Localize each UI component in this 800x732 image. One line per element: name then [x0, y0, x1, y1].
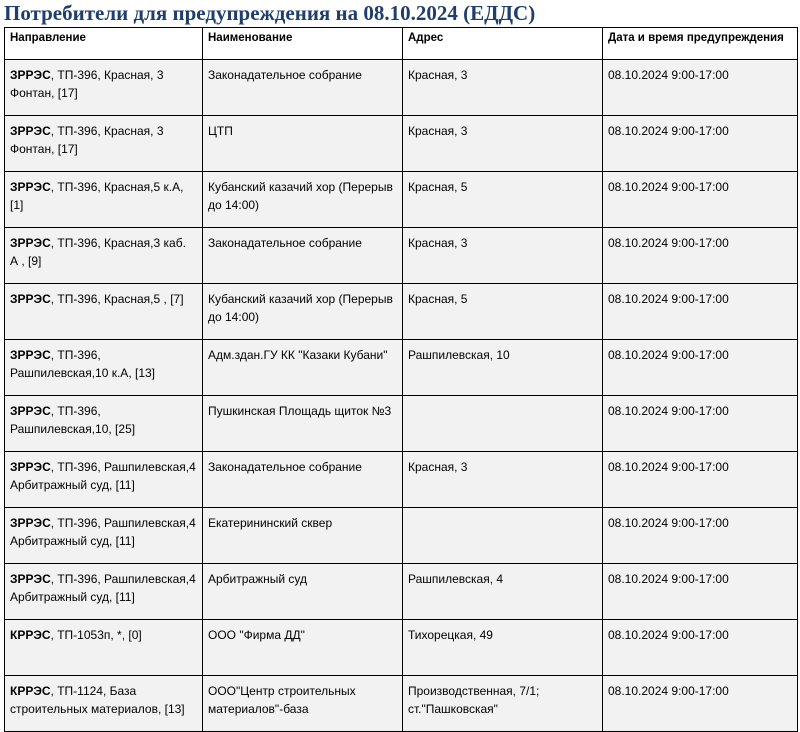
cell-direction [5, 396, 203, 452]
cell-direction [5, 116, 203, 172]
cell-datetime: 08.10.2024 9:00-17:00 [603, 396, 798, 452]
cell-direction [5, 340, 203, 396]
cell-address [403, 396, 603, 452]
cell-datetime: 08.10.2024 9:00-17:00 [603, 284, 798, 340]
consumers-table [4, 27, 798, 732]
direction-text: , ТП-396, Рашпилевская,4 Арбитражный суд, [11] [10, 516, 196, 548]
cell-direction [5, 228, 203, 284]
cell-datetime: 08.10.2024 9:00-17:00 [603, 452, 798, 508]
cell-datetime: 08.10.2024 9:00-17:00 [603, 676, 798, 732]
direction-text: , ТП-396, Рашпилевская,4 Арбитражный суд, [11] [10, 460, 196, 492]
table-row [5, 508, 798, 564]
table-row [5, 676, 798, 732]
cell-name: Арбитражный суд [203, 564, 403, 620]
cell-datetime: 08.10.2024 9:00-17:00 [603, 340, 798, 396]
cell-direction [5, 172, 203, 228]
department-code: ЗРРЭС [10, 124, 51, 138]
direction-text: , ТП-396, Красная, 3 Фонтан, [17] [10, 68, 164, 100]
cell-datetime: 08.10.2024 9:00-17:00 [603, 60, 798, 116]
cell-address: Тихорецкая, 49 [403, 620, 603, 676]
department-code: ЗРРЭС [10, 572, 51, 586]
cell-address: Рашпилевская, 4 [403, 564, 603, 620]
table-row [5, 340, 798, 396]
cell-name: Пушкинская Площадь щиток №3 [203, 396, 403, 452]
department-code: ЗРРЭС [10, 348, 51, 362]
cell-direction [5, 676, 203, 732]
direction-text: , ТП-396, Рашпилевская,4 Арбитражный суд, [11] [10, 572, 196, 604]
cell-datetime: 08.10.2024 9:00-17:00 [603, 508, 798, 564]
department-code: ЗРРЭС [10, 460, 51, 474]
cell-direction [5, 60, 203, 116]
department-code: ЗРРЭС [10, 292, 51, 306]
header-name: Наименование [203, 28, 403, 60]
table-row [5, 620, 798, 676]
cell-name: Законадательное собрание [203, 228, 403, 284]
cell-direction [5, 284, 203, 340]
direction-text: , ТП-1124, База строительных материалов, [13] [10, 684, 185, 716]
table-header-row [5, 28, 798, 60]
cell-address: Красная, 3 [403, 452, 603, 508]
table-row [5, 172, 798, 228]
cell-name: Екатерининский сквер [203, 508, 403, 564]
cell-datetime: 08.10.2024 9:00-17:00 [603, 620, 798, 676]
department-code: ЗРРЭС [10, 516, 51, 530]
header-direction: Направление [5, 28, 203, 60]
cell-address: Красная, 5 [403, 172, 603, 228]
direction-text: , ТП-396, Красная,3 каб. А , [9] [10, 236, 186, 268]
direction-text: , ТП-396, Красная,5 к.А, [1] [10, 180, 184, 212]
cell-address [403, 508, 603, 564]
cell-address: Красная, 3 [403, 228, 603, 284]
cell-direction [5, 564, 203, 620]
cell-address: Рашпилевская, 10 [403, 340, 603, 396]
cell-name: Адм.здан.ГУ КК "Казаки Кубани" [203, 340, 403, 396]
table-row [5, 228, 798, 284]
cell-address: Красная, 3 [403, 60, 603, 116]
cell-datetime: 08.10.2024 9:00-17:00 [603, 172, 798, 228]
cell-direction [5, 452, 203, 508]
cell-direction [5, 620, 203, 676]
department-code: КРРЭС [10, 684, 51, 698]
cell-name: ЦТП [203, 116, 403, 172]
direction-text: , ТП-396, Красная,5 , [7] [50, 292, 184, 306]
cell-address: Производственная, 7/1; ст."Пашковская" [403, 676, 603, 732]
cell-name: Законадательное собрание [203, 60, 403, 116]
direction-text: , ТП-396, Рашпилевская,10, [25] [10, 404, 136, 436]
table-row [5, 116, 798, 172]
cell-datetime: 08.10.2024 9:00-17:00 [603, 564, 798, 620]
cell-name: Кубанский казачий хор (Перерыв до 14:00) [203, 284, 403, 340]
cell-address: Красная, 5 [403, 284, 603, 340]
cell-name: ООО"Центр строительных материалов"-база [203, 676, 403, 732]
cell-address: Красная, 3 [403, 116, 603, 172]
direction-text: , ТП-396, Красная, 3 Фонтан, [17] [10, 124, 164, 156]
header-address: Адрес [403, 28, 603, 60]
cell-datetime: 08.10.2024 9:00-17:00 [603, 116, 798, 172]
department-code: ЗРРЭС [10, 180, 51, 194]
cell-name: Законадательное собрание [203, 452, 403, 508]
table-row [5, 396, 798, 452]
department-code: ЗРРЭС [10, 68, 51, 82]
cell-name: Кубанский казачий хор (Перерыв до 14:00) [203, 172, 403, 228]
department-code: ЗРРЭС [10, 236, 51, 250]
header-datetime: Дата и время предупреждения [603, 28, 798, 60]
cell-datetime: 08.10.2024 9:00-17:00 [603, 228, 798, 284]
page-title: Потребители для предупреждения на 08.10.2024 (ЕДДС) [4, 1, 536, 25]
department-code: КРРЭС [10, 628, 51, 642]
table-row [5, 564, 798, 620]
department-code: ЗРРЭС [10, 404, 51, 418]
direction-text: , ТП-396, Рашпилевская,10 к.А, [13] [10, 348, 155, 380]
table-row [5, 452, 798, 508]
cell-direction [5, 508, 203, 564]
table-row [5, 284, 798, 340]
cell-name: ООО "Фирма ДД" [203, 620, 403, 676]
direction-text: , ТП-1053п, *, [0] [50, 628, 142, 642]
table-row [5, 60, 798, 116]
